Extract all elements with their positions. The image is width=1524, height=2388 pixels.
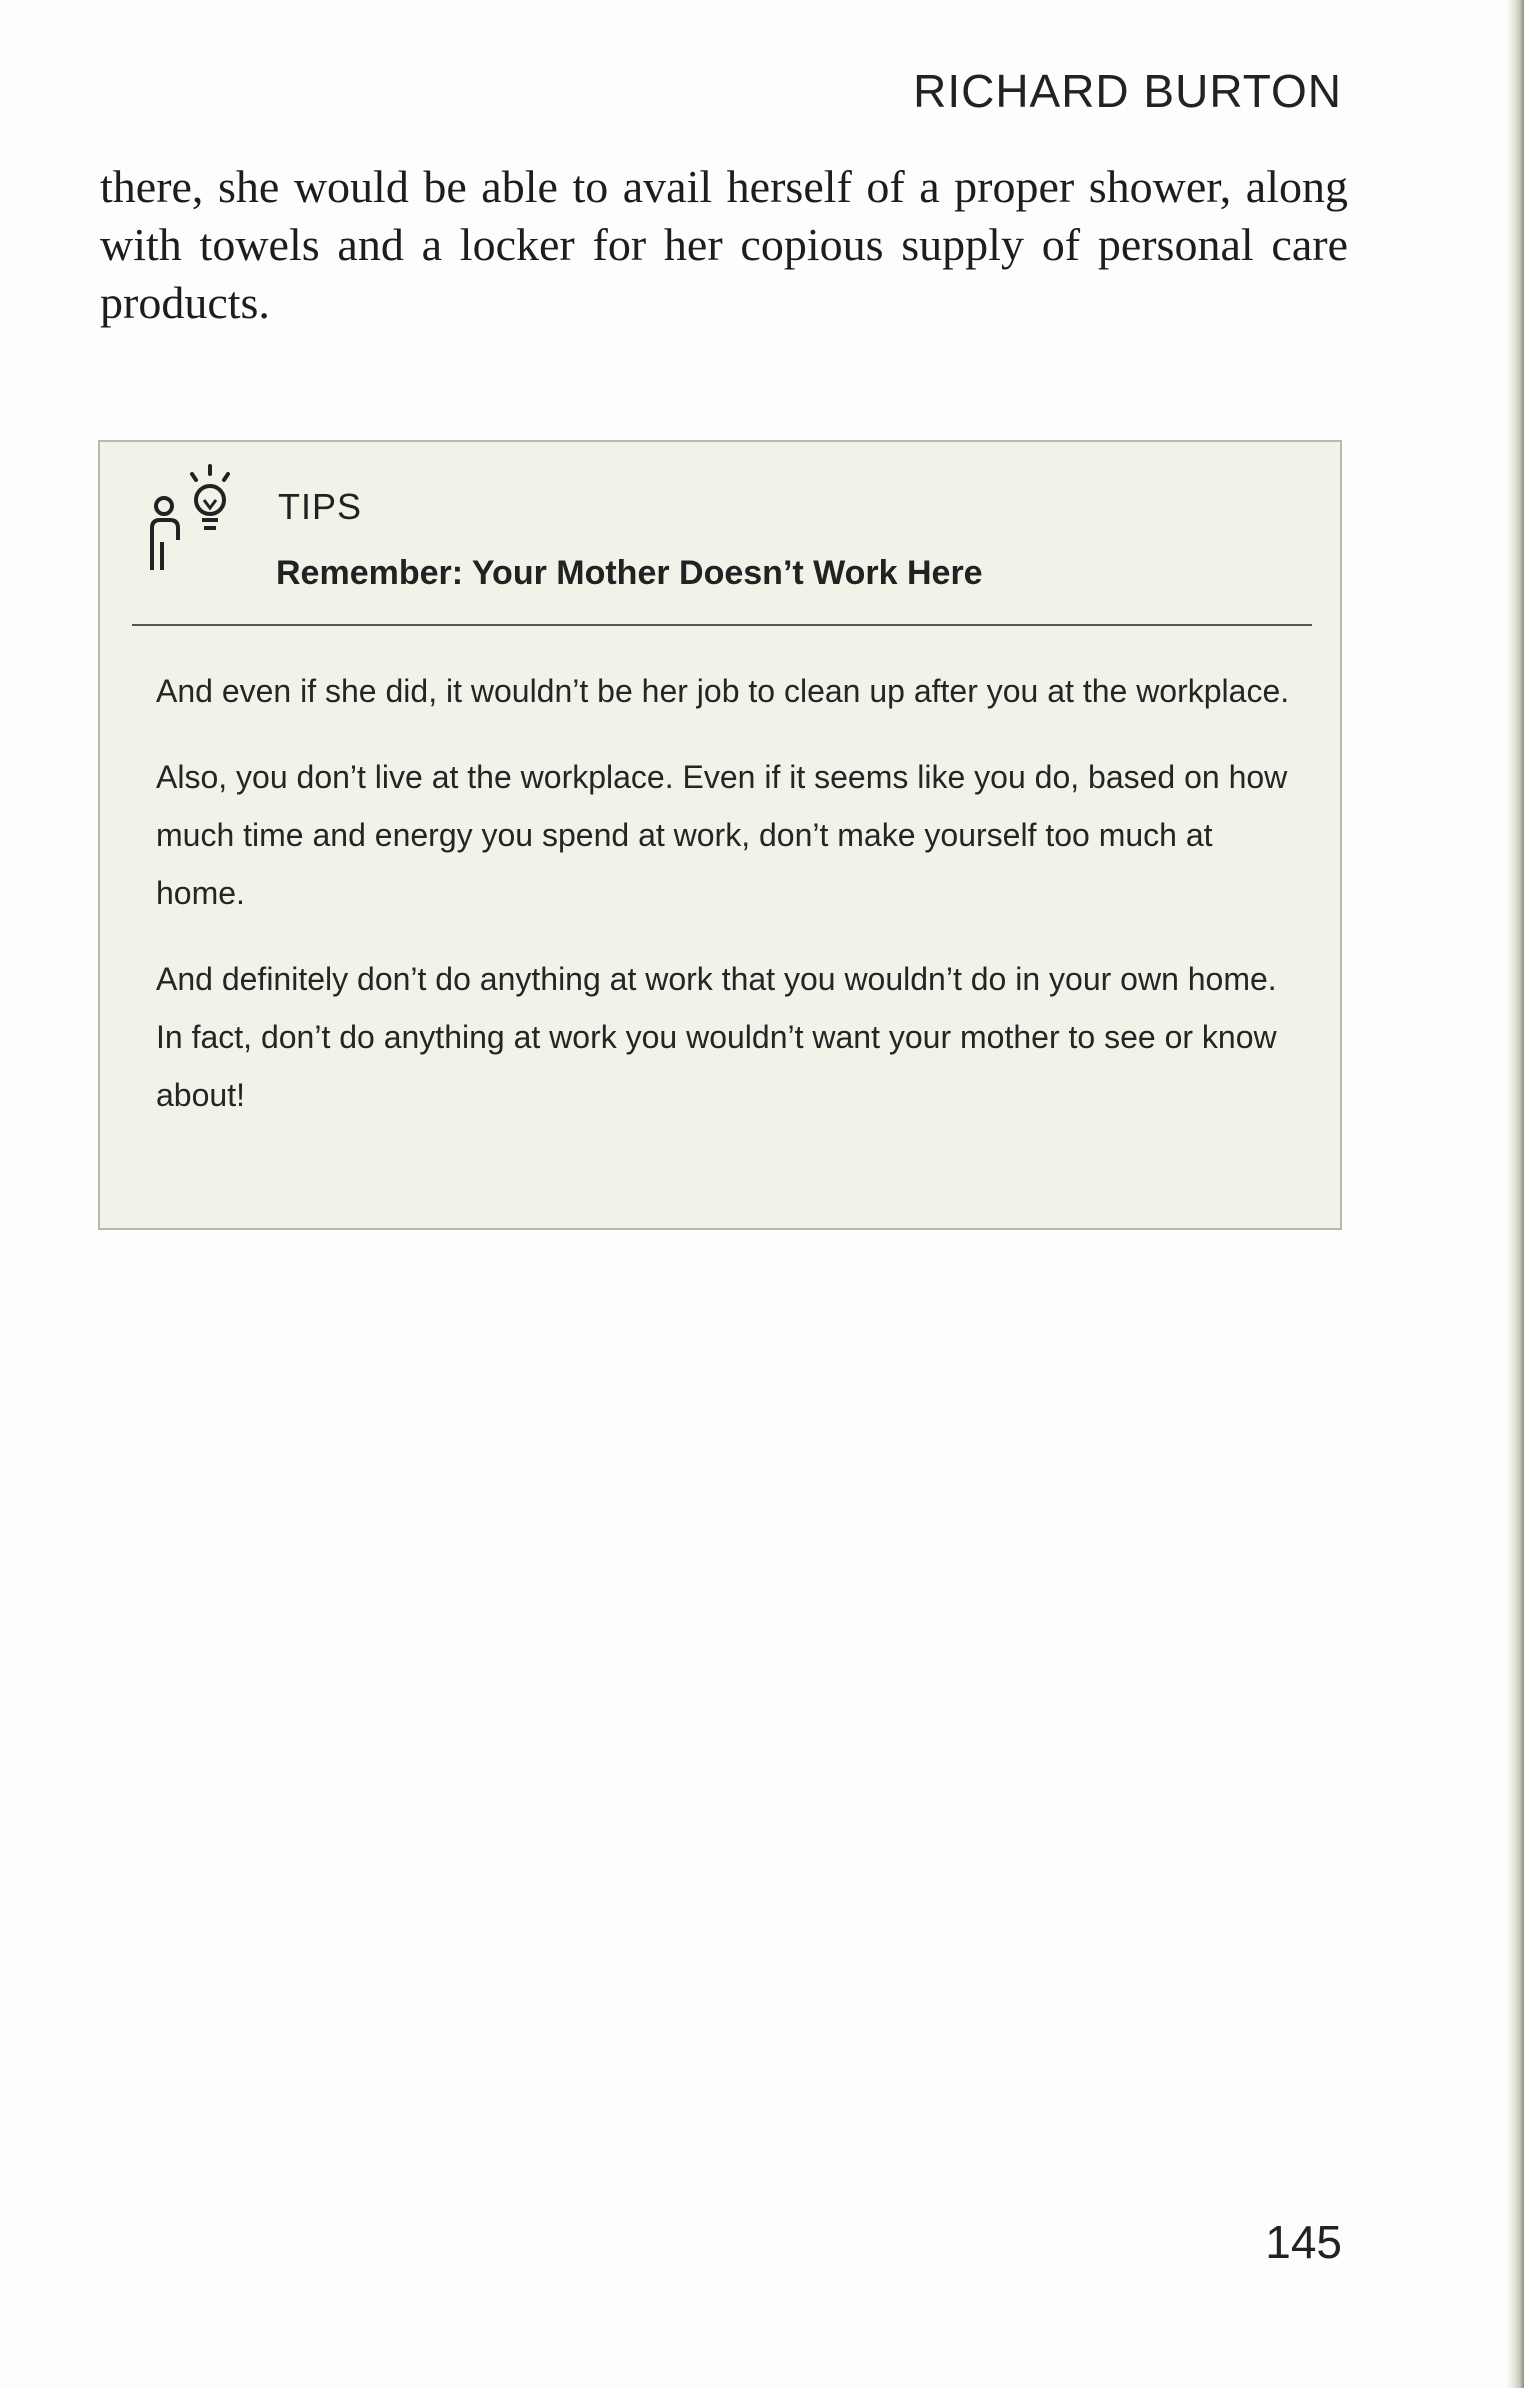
tips-divider <box>132 624 1312 626</box>
running-header: RICHARD BURTON <box>913 65 1342 117</box>
tips-paragraph-3: And definitely don’t do anything at work that you wouldn’t do in your own home. In fact, don’t do anything at work you wouldn’t want your mother to see or know about! <box>156 961 1277 1113</box>
page-number: 145 <box>1265 2216 1342 2268</box>
page-edge-shadow <box>1506 0 1524 2388</box>
tips-box <box>98 440 1342 1230</box>
tips-paragraph-2: Also, you don’t live at the workplace. Even if it seems like you do, based on how much time and energy you spend at work, don’t make yourself too much at home. <box>156 759 1288 911</box>
tips-content <box>156 662 1296 1152</box>
tips-paragraph-1: And even if she did, it wouldn’t be her job to clean up after you at the workplace. <box>156 673 1290 709</box>
tips-title: Remember: Your Mother Doesn’t Work Here <box>276 554 983 592</box>
tips-label: TIPS <box>278 486 363 527</box>
body-paragraph: there, she would be able to avail herself of a proper shower, along with towels and a locker for her copious supply of personal care products. <box>100 161 1348 328</box>
person-lightbulb-icon <box>140 462 250 582</box>
